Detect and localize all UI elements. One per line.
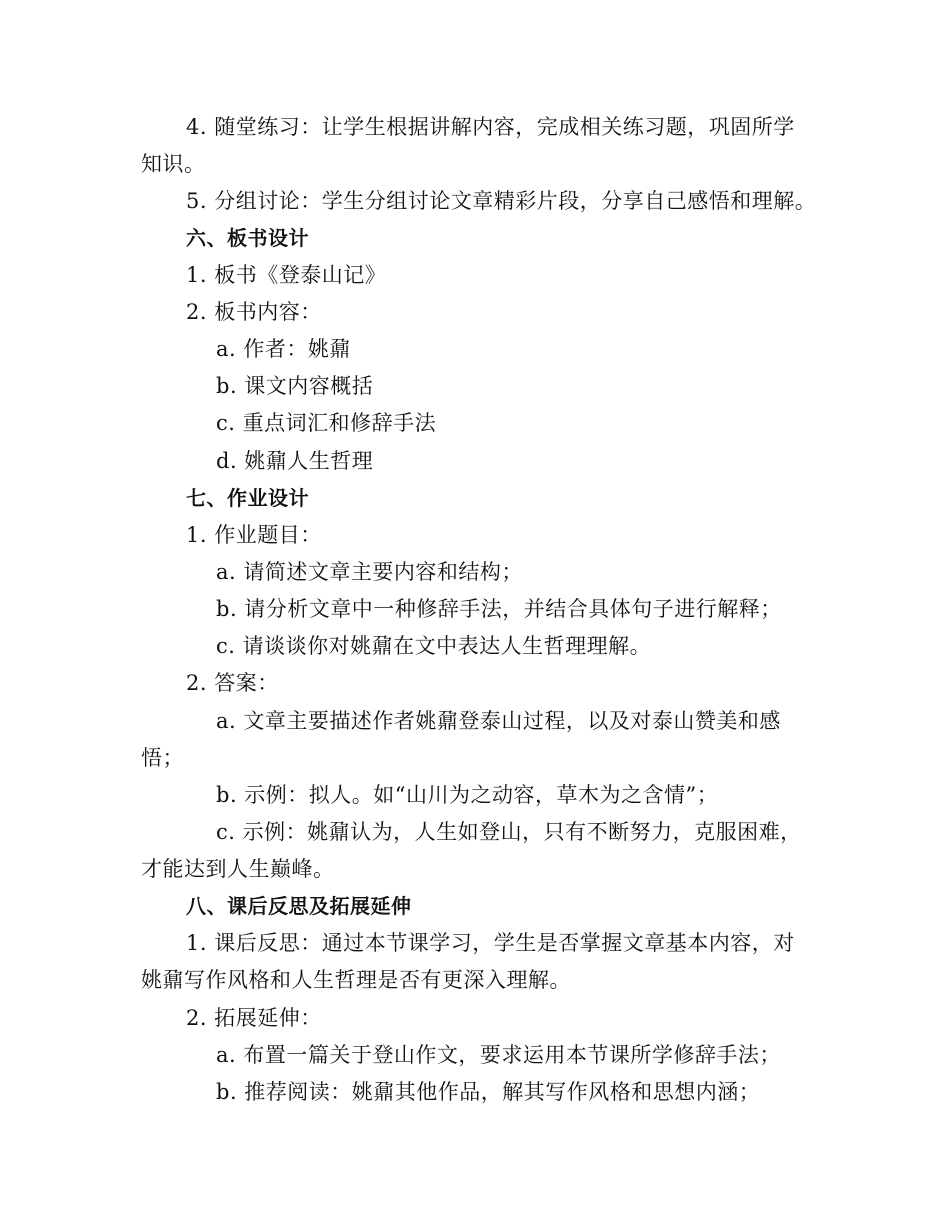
text-line: 1. 作业题目： [186,523,322,547]
text-line: 2. 板书内容： [186,300,322,324]
text-line: a. 作者：姚鼐 [216,337,351,361]
text-line: 姚鼐写作风格和人生哲理是否有更深入理解。 [141,968,571,992]
text-line: b. 请分析文章中一种修辞手法，并结合具体句子进行解释； [216,597,782,621]
text-line: 悟； [141,746,184,770]
section-heading: 八、课后反思及拓展延伸 [186,894,412,918]
text-line: 4. 随堂练习：让学生根据讲解内容，完成相关练习题，巩固所学 [186,115,795,139]
section-heading: 六、板书设计 [186,226,309,250]
text-line: b. 推荐阅读：姚鼐其他作品，解其写作风格和思想内涵； [216,1080,761,1104]
text-line: a. 文章主要描述作者姚鼐登泰山过程，以及对泰山赞美和感 [216,709,781,733]
text-line: c. 请谈谈你对姚鼐在文中表达人生哲理理解。 [216,634,652,658]
text-line: 1. 课后反思：通过本节课学习，学生是否掌握文章基本内容，对 [186,931,795,955]
text-line: b. 示例：拟人。如“山川为之动容，草木为之含情”； [216,783,719,807]
text-line: a. 请简述文章主要内容和结构； [216,560,523,584]
text-line: a. 布置一篇关于登山作文，要求运用本节课所学修辞手法； [216,1043,781,1067]
text-line: d. 姚鼐人生哲理 [216,449,374,473]
text-line: 2. 拓展延伸： [186,1006,322,1030]
text-line: 1. 板书《登泰山记》 [186,263,387,287]
text-line: 5. 分组讨论：学生分组讨论文章精彩片段，分享自己感悟和理解。 [186,189,817,213]
text-line: 2. 答案： [186,671,279,695]
text-line: c. 重点词汇和修辞手法 [216,411,437,435]
section-heading: 七、作业设计 [186,486,309,510]
text-line: c. 示例：姚鼐认为，人生如登山，只有不断努力，克服困难， [216,820,802,844]
text-line: 才能达到人生巅峰。 [141,857,335,881]
text-line: 知识。 [141,152,206,176]
text-line: b. 课文内容概括 [216,374,374,398]
